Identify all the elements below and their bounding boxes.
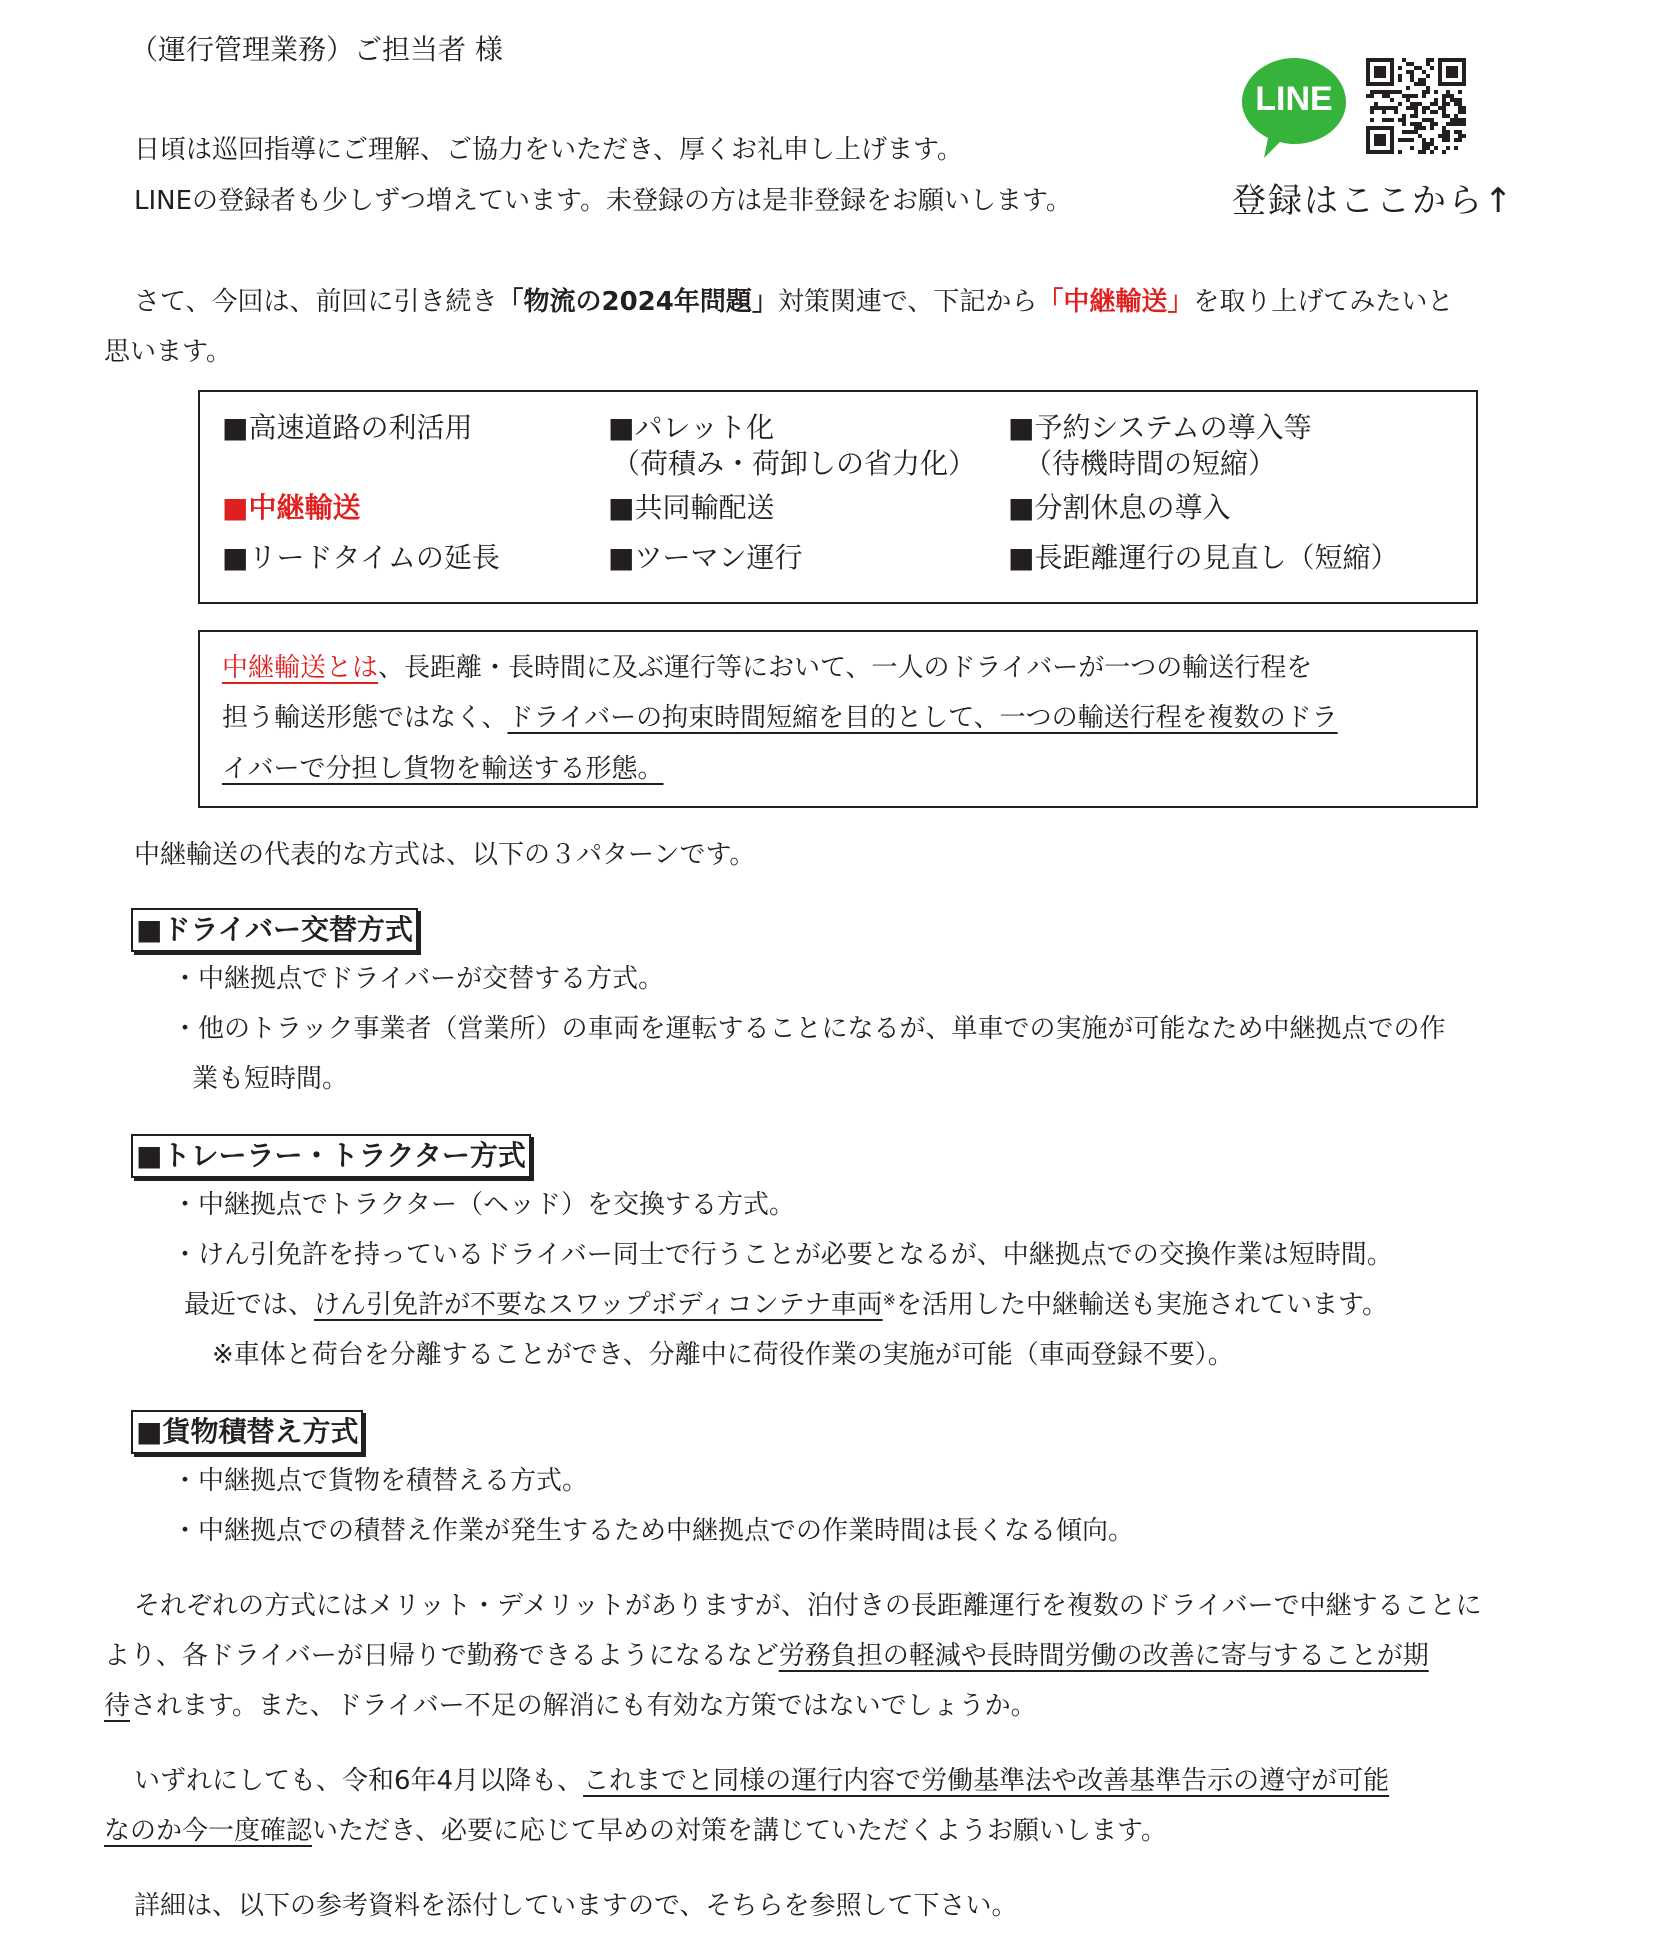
merits-line-2	[104, 1643, 1429, 1669]
swap-body-underlined: けん引免許が不要なスワップボディコンテナ車両	[314, 1290, 883, 1320]
line-logo-text: LINE	[1255, 80, 1333, 118]
qr-code[interactable]	[1366, 58, 1466, 154]
method-driver-swap-heading: ■ドライバー交替方式	[131, 908, 418, 952]
addressee: （運行管理業務）ご担当者 様	[130, 33, 503, 66]
closing-reference: 詳細は、以下の参考資料を添付していますので、そちらを参照して下さい。	[134, 1891, 1018, 1921]
compliance-l1-underlined: これまでと同様の運行内容で労働基準法や改善基準告示の遵守が可能	[583, 1766, 1390, 1796]
merits-line-3	[104, 1693, 1037, 1719]
compliance-line-1	[134, 1768, 1389, 1794]
definition-l1-rest: 、長距離・長時間に及ぶ運行等において、一人のドライバーが一つの輸送行程を	[378, 653, 1313, 683]
merits-l3-post: されます。また、ドライバー不足の解消にも有効な方策ではないでしょうか。	[130, 1691, 1037, 1721]
compliance-l1-pre: いずれにしても、令和6年4月以降も、	[134, 1766, 584, 1796]
intro-line-2: 思います。	[104, 337, 232, 367]
measure-pallet: ■パレット化	[608, 411, 775, 444]
definition-line-1	[222, 655, 1312, 681]
intro-pre: さて、今回は、前回に引き続き	[134, 287, 498, 317]
swap-body-footnote-mark: ※	[882, 1290, 897, 1309]
intro-topic-2024: 「物流の2024年問題」	[497, 287, 778, 317]
method-trailer-bullet-1: ・中継拠点でトラクター（ヘッド）を交換する方式。	[172, 1190, 795, 1220]
method-trailer-footnote: ※車体と荷台を分離することができ、分離中に荷役作業の実施が可能（車両登録不要）。	[212, 1340, 1234, 1370]
definition-line-3: イバーで分担し貨物を輸送する形態。	[222, 754, 664, 784]
measure-split-rest: ■分割休息の導入	[1008, 491, 1231, 524]
measure-joint-delivery: ■共同輸配送	[608, 491, 775, 524]
merits-l2-pre: より、各ドライバーが日帰りで勤務できるようになるなど	[104, 1641, 779, 1671]
intro-topic-relay: 「中継輸送」	[1037, 287, 1194, 317]
line-logo[interactable]	[1238, 52, 1350, 164]
measure-pallet-note: （荷積み・荷卸しの省力化）	[612, 447, 977, 480]
compliance-line-2	[104, 1818, 1167, 1844]
merits-l2-underlined: 労務負担の軽減や長時間労働の改善に寄与することが期	[778, 1641, 1429, 1671]
method-cargo-bullet-2: ・中継拠点での積替え作業が発生するため中継拠点での作業時間は長くなる傾向。	[172, 1516, 1135, 1546]
measure-long-distance-review: ■長距離運行の見直し（短縮）	[1008, 541, 1399, 574]
line-register-caption: 登録はここから↑	[1232, 181, 1515, 221]
intro-post: を取り上げてみたいと	[1193, 287, 1454, 317]
merits-line-1: それぞれの方式にはメリット・デメリットがありますが、泊付きの長距離運行を複数のドライバーで中継することに	[134, 1591, 1482, 1621]
swap-body-pre: 最近では、	[184, 1290, 315, 1320]
definition-l2-pre: 担う輸送形態ではなく、	[222, 703, 508, 733]
merits-l3-underlined: 待	[104, 1691, 131, 1721]
intro-line-1	[134, 289, 1453, 315]
compliance-l2-underlined: なのか今一度確認	[104, 1816, 313, 1846]
method-driver-swap-bullet-2: ・他のトラック事業者（営業所）の車両を運転することになるが、単車での実施が可能なため中継拠点での作	[172, 1014, 1446, 1044]
definition-line-2	[222, 705, 1338, 731]
method-cargo-bullet-1: ・中継拠点で貨物を積替える方式。	[172, 1466, 589, 1496]
definition-l2-underlined: ドライバーの拘束時間短縮を目的として、一つの輸送行程を複数のドラ	[507, 703, 1338, 733]
measure-lead-time: ■リードタイムの延長	[222, 541, 500, 574]
qr-code-icon	[1366, 58, 1466, 154]
patterns-intro: 中継輸送の代表的な方式は、以下の３パターンです。	[134, 840, 756, 870]
method-trailer-tractor-heading: ■トレーラー・トラクター方式	[131, 1134, 531, 1178]
greeting-thanks: 日頃は巡回指導にご理解、ご協力をいただき、厚くお礼申し上げます。	[134, 135, 963, 165]
method-trailer-swap-body	[184, 1292, 1388, 1318]
method-trailer-bullet-2: ・けん引免許を持っているドライバー同士で行うことが必要となるが、中継拠点での交換作業は短時間。	[172, 1240, 1393, 1270]
compliance-l2-post: いただき、必要に応じて早めの対策を講じていただくようお願いします。	[312, 1816, 1167, 1846]
measure-booking-note: （待機時間の短縮）	[1024, 447, 1277, 480]
measure-two-man: ■ツーマン運行	[608, 541, 803, 574]
measure-booking-system: ■予約システムの導入等	[1008, 411, 1312, 444]
intro-mid: 対策関連で、下記から	[777, 287, 1038, 317]
swap-body-post: を活用した中継輸送も実施されています。	[896, 1290, 1388, 1320]
measure-highway: ■高速道路の利活用	[222, 411, 473, 444]
definition-term: 中継輸送とは	[222, 653, 379, 683]
method-cargo-transfer-heading: ■貨物積替え方式	[131, 1410, 363, 1454]
method-driver-swap-bullet-2-cont: 業も短時間。	[192, 1064, 349, 1094]
measure-relay-transport: ■中継輸送	[222, 491, 361, 524]
greeting-line-register: LINEの登録者も少しずつ増えています。未登録の方は是非登録をお願いします。	[134, 186, 1072, 216]
method-driver-swap-bullet-1: ・中継拠点でドライバーが交替する方式。	[172, 964, 665, 994]
